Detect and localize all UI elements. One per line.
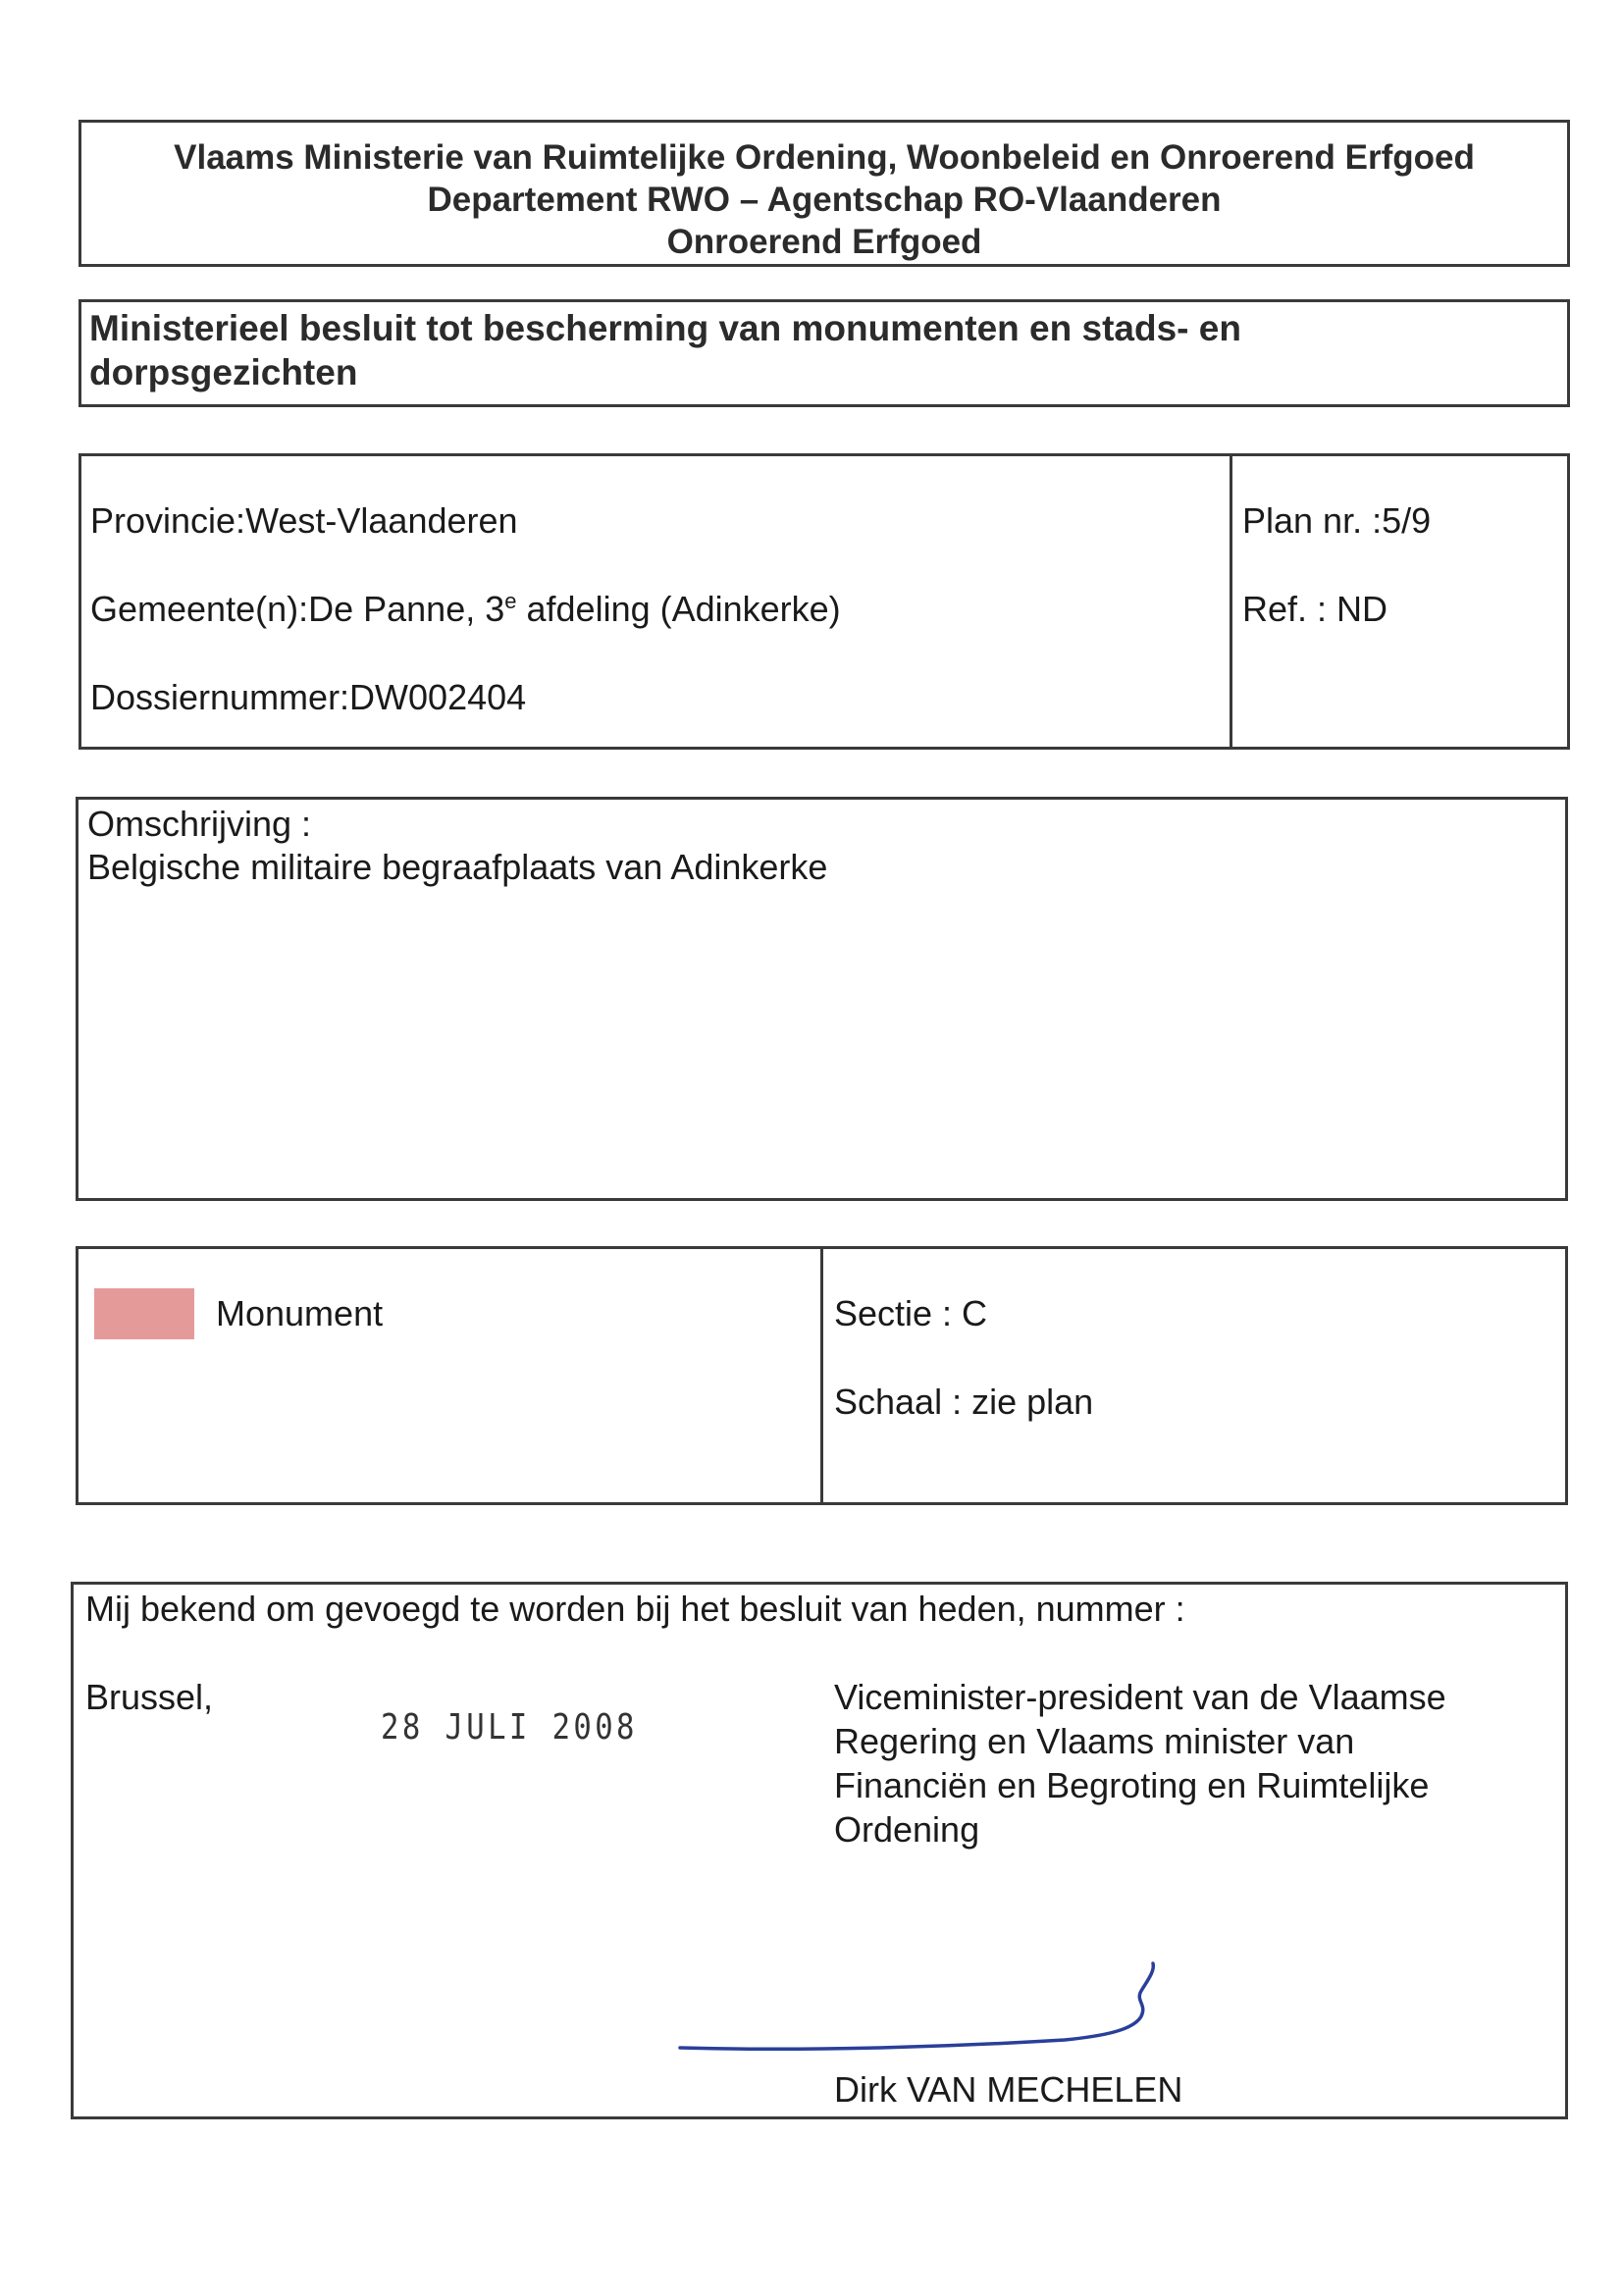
function-line-1: Viceminister-president van de Vlaamse xyxy=(834,1677,1446,1717)
description-box xyxy=(76,797,1568,1201)
header-line-2: Departement RWO – Agentschap RO-Vlaanderen xyxy=(427,181,1222,219)
signatory-name: Dirk VAN MECHELEN xyxy=(834,2069,1183,2110)
header-line-1: Vlaams Ministerie van Ruimtelijke Ordening, Woonbeleid en Onroerend Erfgoed xyxy=(174,138,1475,177)
approval-statement: Mij bekend om gevoegd te worden bij het besluit van heden, nummer : xyxy=(85,1589,1185,1629)
approval-box xyxy=(71,1582,1568,2119)
date-stamp: 28 JULI 2008 xyxy=(381,1707,638,1748)
provincie-text: Provincie:West-Vlaanderen xyxy=(90,500,518,541)
signature xyxy=(672,1957,1182,2065)
title-box xyxy=(79,299,1570,407)
sectie-text: Sectie : C xyxy=(834,1293,988,1333)
title-line-2: dorpsgezichten xyxy=(89,352,358,392)
monument-label: Monument xyxy=(216,1293,384,1333)
gemeente-suffix: afdeling (Adinkerke) xyxy=(516,589,841,629)
description-label: Omschrijving : xyxy=(87,804,312,844)
plan-number-text: Plan nr. :5/9 xyxy=(1242,500,1432,541)
header-line-3: Onroerend Erfgoed xyxy=(666,223,982,261)
function-line-3: Financiën en Begroting en Ruimtelijke xyxy=(834,1765,1430,1805)
header-box xyxy=(79,120,1570,267)
description-text: Belgische militaire begraafplaats van Adinkerke xyxy=(87,847,828,887)
legend-divider xyxy=(820,1249,823,1502)
gemeente-text xyxy=(90,588,841,631)
place-text: Brussel, xyxy=(85,1677,214,1717)
signature-stroke xyxy=(680,1963,1153,2049)
location-divider xyxy=(1230,456,1232,747)
monument-swatch xyxy=(94,1288,194,1339)
function-line-4: Ordening xyxy=(834,1809,980,1850)
schaal-text: Schaal : zie plan xyxy=(834,1382,1094,1422)
function-line-2: Regering en Vlaams minister van xyxy=(834,1721,1355,1761)
location-box xyxy=(79,453,1570,750)
legend-box xyxy=(76,1246,1568,1505)
gemeente-superscript: e xyxy=(504,589,517,613)
ref-text: Ref. : ND xyxy=(1242,589,1388,629)
gemeente-prefix: Gemeente(n):De Panne, 3 xyxy=(90,589,505,629)
dossier-text: Dossiernummer:DW002404 xyxy=(90,677,527,717)
title-line-1: Ministerieel besluit tot bescherming van monumenten en stads- en xyxy=(89,308,1241,348)
